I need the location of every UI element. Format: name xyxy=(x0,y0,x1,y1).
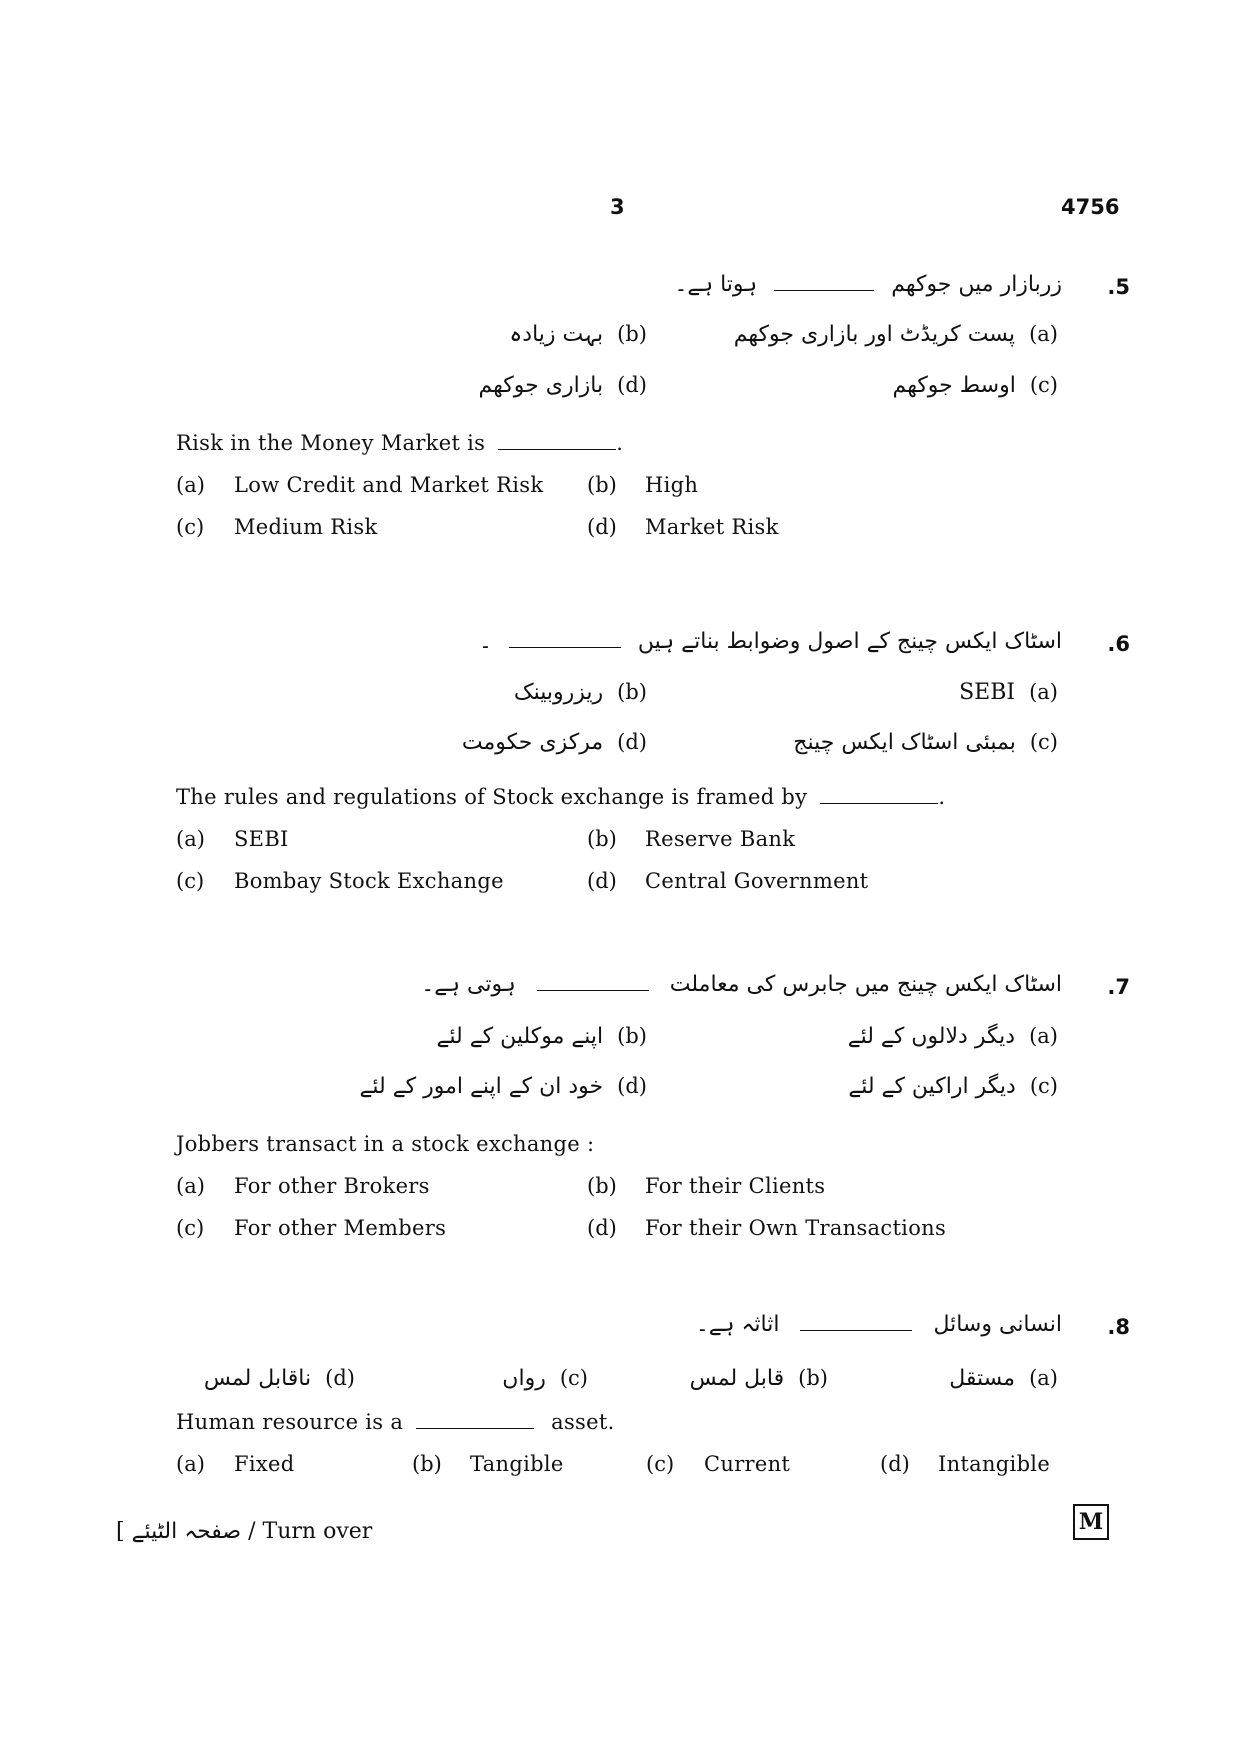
urdu-stem-part: اسٹاک ایکس چینج کے اصول وضوابط بناتے ہیں xyxy=(637,629,1062,654)
option-label: (a) xyxy=(176,1174,205,1198)
urdu-option-d: (d)مرکزی حکومت xyxy=(461,730,647,755)
urdu-stem-part: زربازار میں جوکھم xyxy=(891,272,1062,297)
english-option-c: Current xyxy=(704,1452,791,1476)
question-number: .5 xyxy=(1107,275,1130,299)
question-number: .8 xyxy=(1107,1315,1130,1339)
footer-separator: / xyxy=(248,1519,256,1544)
option-label: (c) xyxy=(646,1452,675,1476)
option-label: (c) xyxy=(176,1216,205,1240)
urdu-option-b: (b)اپنے موکلین کے لئے xyxy=(436,1024,647,1049)
turn-over-footer xyxy=(116,1519,372,1544)
footer-urdu: صفحہ الٹیئے xyxy=(131,1519,242,1544)
urdu-option-c: (c)دیگر اراکین کے لئے xyxy=(848,1074,1058,1099)
english-option-d: Central Government xyxy=(645,869,869,893)
urdu-option-c: (c)اوسط جوکھم xyxy=(892,373,1058,398)
page-number: 3 xyxy=(610,195,625,219)
english-option-c: For other Members xyxy=(234,1216,447,1240)
option-label: (d) xyxy=(587,1216,617,1240)
answer-blank xyxy=(774,289,874,291)
english-option-d: Market Risk xyxy=(645,515,779,539)
urdu-option-b: (b)ریزروبینک xyxy=(513,680,647,705)
urdu-option-d: (d)بازاری جوکھم xyxy=(478,373,647,398)
english-option-b: For their Clients xyxy=(645,1174,826,1198)
option-label: (a) xyxy=(176,1452,205,1476)
urdu-option-b: (b)بہت زیادہ xyxy=(509,322,647,347)
option-label: (a) xyxy=(176,473,205,497)
urdu-option-b: (b)قابل لمس xyxy=(689,1366,828,1391)
urdu-stem-part: اثاثہ ہے۔ xyxy=(695,1312,780,1337)
urdu-option-c: (c)بمبئی اسٹاک ایکس چینج xyxy=(793,730,1058,755)
answer-blank xyxy=(416,1427,534,1429)
english-question-stem: Jobbers transact in a stock exchange : xyxy=(176,1132,595,1156)
english-option-d: Intangible xyxy=(938,1452,1051,1476)
paper-code: 4756 xyxy=(1061,195,1120,219)
english-option-a: Fixed xyxy=(234,1452,295,1476)
urdu-stem-part: اسٹاک ایکس چینج میں جابرس کی معاملت xyxy=(669,972,1062,997)
footer-english: Turn over xyxy=(262,1519,373,1544)
english-option-c: Medium Risk xyxy=(234,515,378,539)
answer-blank xyxy=(498,448,616,450)
english-option-a: Low Credit and Market Risk xyxy=(234,473,544,497)
urdu-option-a: (a)دیگر دلالوں کے لئے xyxy=(847,1024,1058,1049)
answer-blank xyxy=(537,989,649,991)
answer-blank xyxy=(820,802,938,804)
urdu-question-stem xyxy=(674,272,1062,297)
urdu-stem-part: ہوتا ہے۔ xyxy=(674,272,758,297)
urdu-stem-part: ۔ xyxy=(479,629,492,654)
answer-blank xyxy=(509,646,621,648)
option-label: (a) xyxy=(176,827,205,851)
english-question-stem: The rules and regulations of Stock exchange is framed by . xyxy=(176,785,946,809)
urdu-option-d: (d)ناقابل لمس xyxy=(203,1366,355,1391)
option-label: (d) xyxy=(587,515,617,539)
medium-mark-box: M xyxy=(1073,1504,1109,1540)
urdu-option-a: (a)SEBI xyxy=(959,680,1058,705)
english-option-b: Reserve Bank xyxy=(645,827,796,851)
option-label: (c) xyxy=(176,515,205,539)
urdu-question-stem xyxy=(421,972,1062,997)
english-question-stem: Risk in the Money Market is . xyxy=(176,431,624,455)
footer-bracket: [ xyxy=(116,1519,125,1544)
english-option-d: For their Own Transactions xyxy=(645,1216,947,1240)
option-label: (b) xyxy=(587,1174,617,1198)
urdu-question-stem xyxy=(696,1312,1062,1337)
option-label: (d) xyxy=(880,1452,910,1476)
english-option-b: High xyxy=(645,473,699,497)
urdu-option-c: (c)رواں xyxy=(502,1366,588,1391)
english-option-b: Tangible xyxy=(470,1452,564,1476)
english-option-a: For other Brokers xyxy=(234,1174,430,1198)
option-label: (b) xyxy=(412,1452,442,1476)
urdu-option-a: (a)پست کریڈٹ اور بازاری جوکھم xyxy=(733,322,1058,347)
option-label: (b) xyxy=(587,827,617,851)
english-option-a: SEBI xyxy=(234,827,289,851)
urdu-stem-part: ہوتی ہے۔ xyxy=(421,972,516,997)
urdu-stem-part: انسانی وسائل xyxy=(933,1312,1062,1337)
english-option-c: Bombay Stock Exchange xyxy=(234,869,504,893)
option-label: (b) xyxy=(587,473,617,497)
option-label: (c) xyxy=(176,869,205,893)
question-number: .7 xyxy=(1107,975,1130,999)
answer-blank xyxy=(800,1329,912,1331)
question-number: .6 xyxy=(1107,632,1130,656)
urdu-question-stem xyxy=(479,629,1062,654)
english-question-stem: Human resource is a asset. xyxy=(176,1410,615,1434)
urdu-option-a: (a)مستقل xyxy=(949,1366,1058,1391)
option-label: (d) xyxy=(587,869,617,893)
urdu-option-d: (d)خود ان کے اپنے امور کے لئے xyxy=(359,1074,647,1099)
